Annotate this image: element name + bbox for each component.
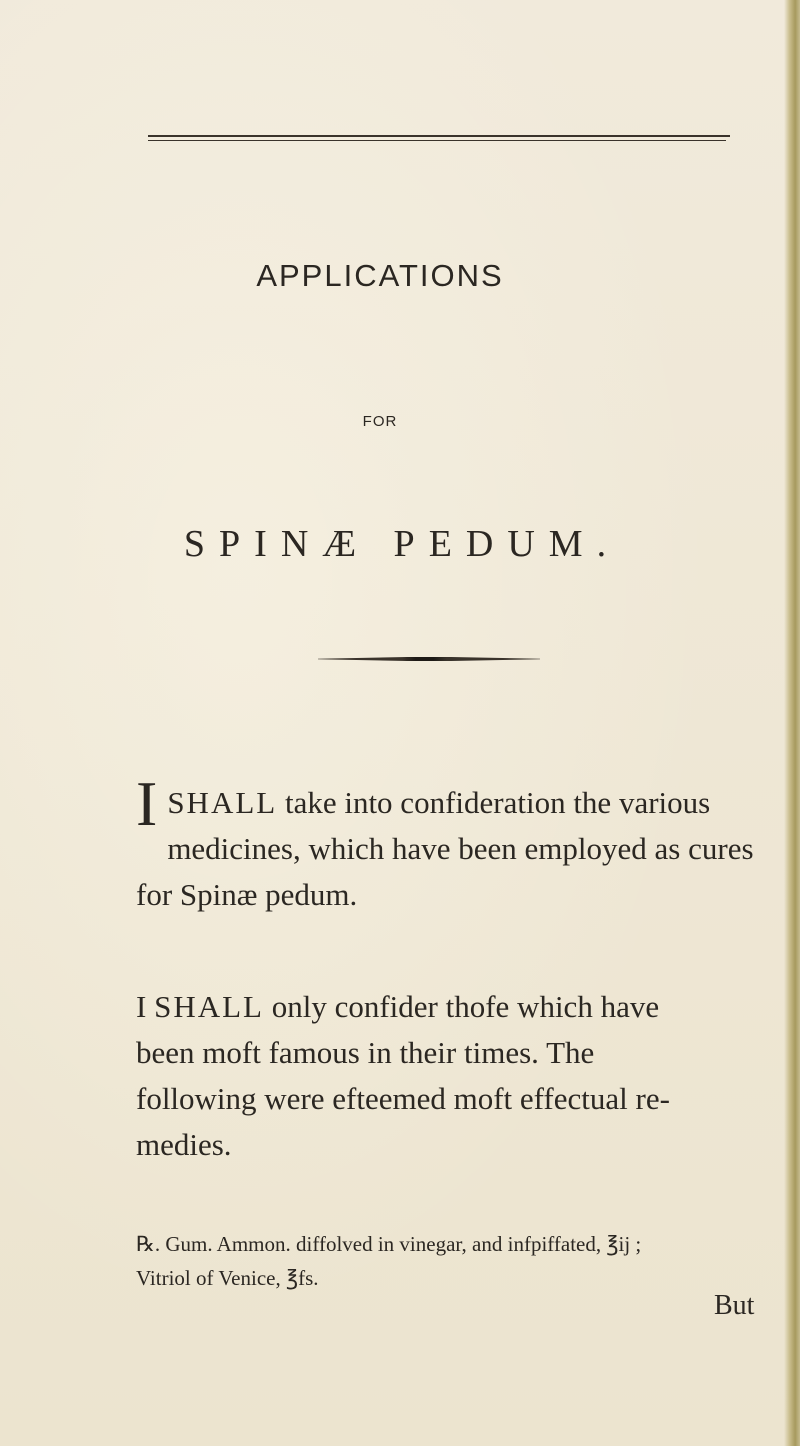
catchword: But: [714, 1290, 755, 1321]
text-line: take into confideration the various: [284, 785, 711, 820]
text-line: been moft famous in their times. The: [136, 1035, 595, 1070]
text-line: medies.: [136, 1127, 232, 1162]
rule-line: [148, 140, 726, 141]
paragraph-1: [136, 768, 768, 918]
drop-cap: I: [136, 768, 158, 839]
recipe-line: Vitriol of Venice, ℥fs.: [136, 1266, 319, 1290]
text-line: following were efteemed moft effectual re-: [136, 1081, 670, 1116]
top-double-rule: [148, 135, 730, 143]
small-caps-word: SHALL: [154, 989, 264, 1024]
ornamental-rule: [318, 657, 540, 661]
recipe-line: ℞. Gum. Ammon. diffolved in vinegar, and infpiffated, ℥ij ;: [136, 1232, 642, 1256]
rule-line: [148, 135, 730, 137]
small-caps-word: SHALL: [167, 785, 278, 820]
page-edge: [784, 0, 800, 1446]
lead-letter: I: [136, 989, 147, 1024]
text-line: only confider thofe which have: [271, 989, 660, 1024]
chapter-connector: FOR: [362, 413, 398, 430]
chapter-title: APPLICATIONS: [256, 258, 504, 293]
paragraph-2: [136, 984, 768, 1168]
text-line: medicines, which have been employed as cures: [167, 831, 754, 866]
chapter-subject: SPINÆ PEDUM.: [183, 523, 621, 565]
text-line: for Spinæ pedum.: [136, 877, 358, 912]
